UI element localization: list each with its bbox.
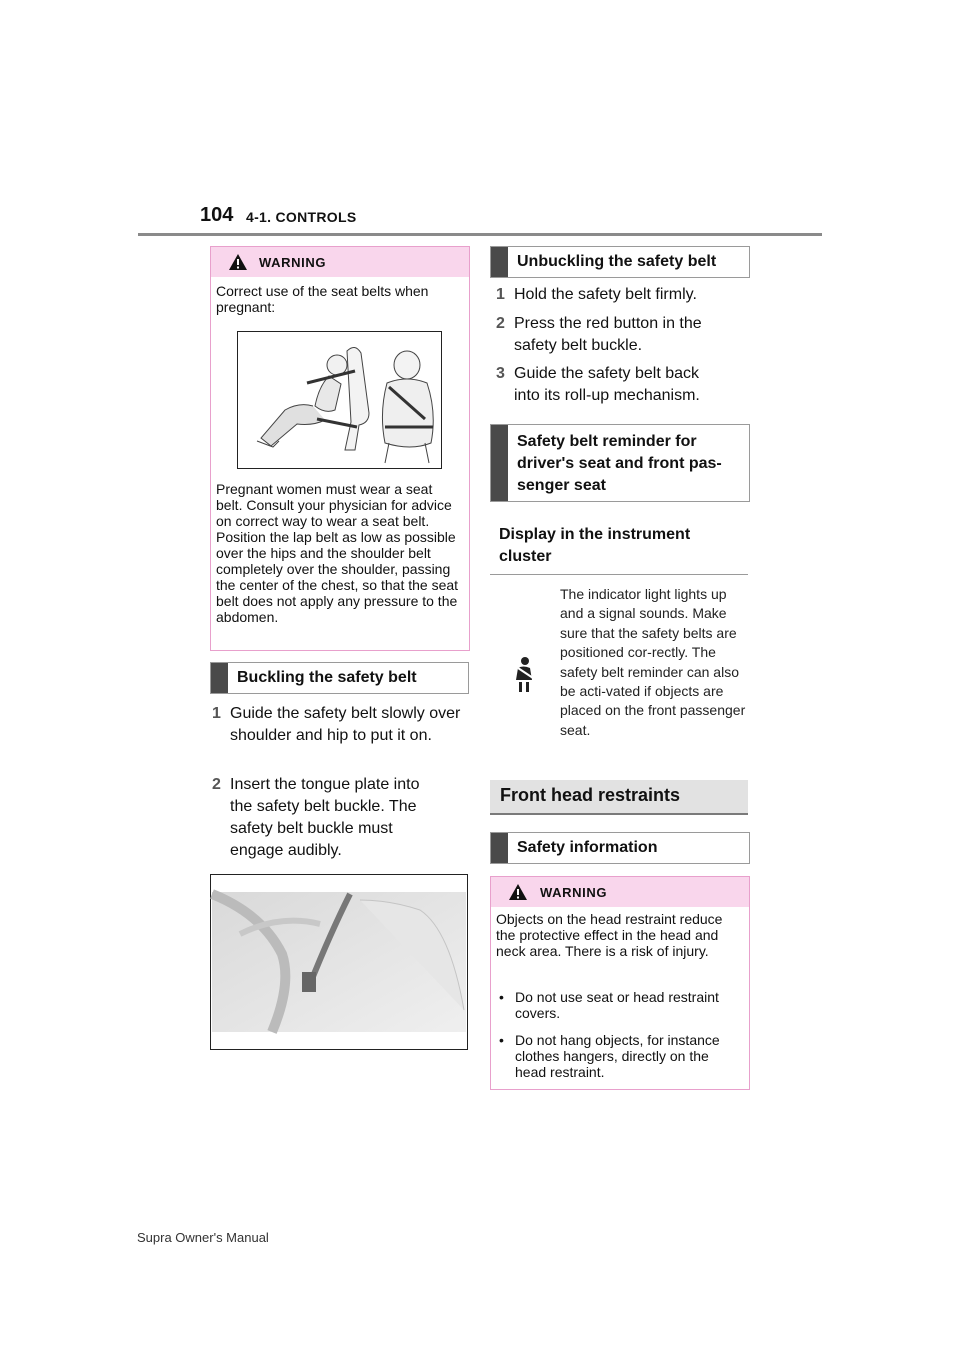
reminder-text: The indicator light lights up and a signal sounds. Make sure that the safety belts are positioned cor-rectly. The safety belt reminder can also be acti-vated if objects are placed on the front passenger seat.	[560, 586, 746, 738]
warning-triangle-icon	[228, 253, 248, 271]
footer-title: Supra Owner's Manual	[137, 1230, 269, 1245]
section-title: Buckling the safety belt	[237, 669, 417, 686]
subheading-display	[490, 522, 748, 575]
warning-title: WARNING	[259, 255, 327, 270]
section-header-unbuckling	[490, 246, 750, 278]
warning-triangle-icon	[508, 883, 528, 901]
section-header-safety-info	[490, 832, 750, 864]
step-text: Insert the tongue plate into the safety belt buckle. The safety belt buckle must engage audibly.	[230, 776, 420, 859]
step-number: 1	[212, 705, 221, 722]
step-text: Guide the safety belt back into its roll-up mechanism.	[514, 365, 700, 404]
step-text: Guide the safety belt slowly over shoulder and hip to put it on.	[230, 705, 461, 744]
warning-box-pregnancy	[210, 246, 470, 651]
warning-header	[211, 247, 469, 277]
heading-title: Front head restraints	[500, 785, 681, 805]
section-header-buckling	[210, 662, 469, 694]
section-title: Safety belt reminder for driver's seat and front pas-senger seat	[517, 433, 722, 494]
section-title: Unbuckling the safety belt	[517, 253, 717, 270]
warning-title: WARNING	[540, 885, 608, 900]
bullet-text: Do not hang objects, for instance clothes hangers, directly on the head restraint.	[515, 1032, 720, 1080]
header-rule	[138, 233, 822, 236]
section-title: Safety information	[517, 839, 658, 856]
warning-intro: Objects on the head restraint reduce the protective effect in the head and neck area. There is a risk of injury.	[496, 911, 723, 959]
heading-front-head-restraints	[490, 780, 748, 815]
warning-intro: Correct use of the seat belts when pregnant:	[216, 283, 429, 315]
step-text: Press the red button in the safety belt buckle.	[514, 315, 702, 354]
step-number: 3	[496, 365, 505, 382]
step-number: 1	[496, 286, 505, 303]
warning-box-head-restraint: WARNING Objects on the head restraint reduce the protective effect in the head and neck area. There is a risk of injury. • Do not use seat or head restraint covers. • Do not hang objects, for instance clothes hangers, directly on the head restraint.	[490, 876, 750, 1090]
buckle-photo	[210, 874, 468, 1050]
section-header-reminder	[490, 424, 750, 502]
page-number: 104	[200, 204, 234, 226]
step-number: 2	[212, 776, 221, 793]
warning-header	[491, 877, 749, 907]
subheading-title: Display in the instrument cluster	[499, 526, 691, 565]
pregnant-seatbelt-illustration	[237, 331, 442, 469]
step-text: Hold the safety belt firmly.	[514, 286, 697, 303]
chapter-title: 4-1. CONTROLS	[246, 209, 357, 225]
seatbelt-reminder-icon	[509, 656, 539, 694]
bullet-text: Do not use seat or head restraint covers.	[515, 989, 719, 1021]
step-number: 2	[496, 315, 505, 332]
warning-body: Pregnant women must wear a seat belt. Consult your physician for advice on correct way to wear a seat belt. Position the lap belt as low as possible over the hips and the shoulder belt completely over the shoulder, passing the center of the chest, so that the seat belt does not apply any pressure to the abdomen.	[216, 481, 459, 625]
